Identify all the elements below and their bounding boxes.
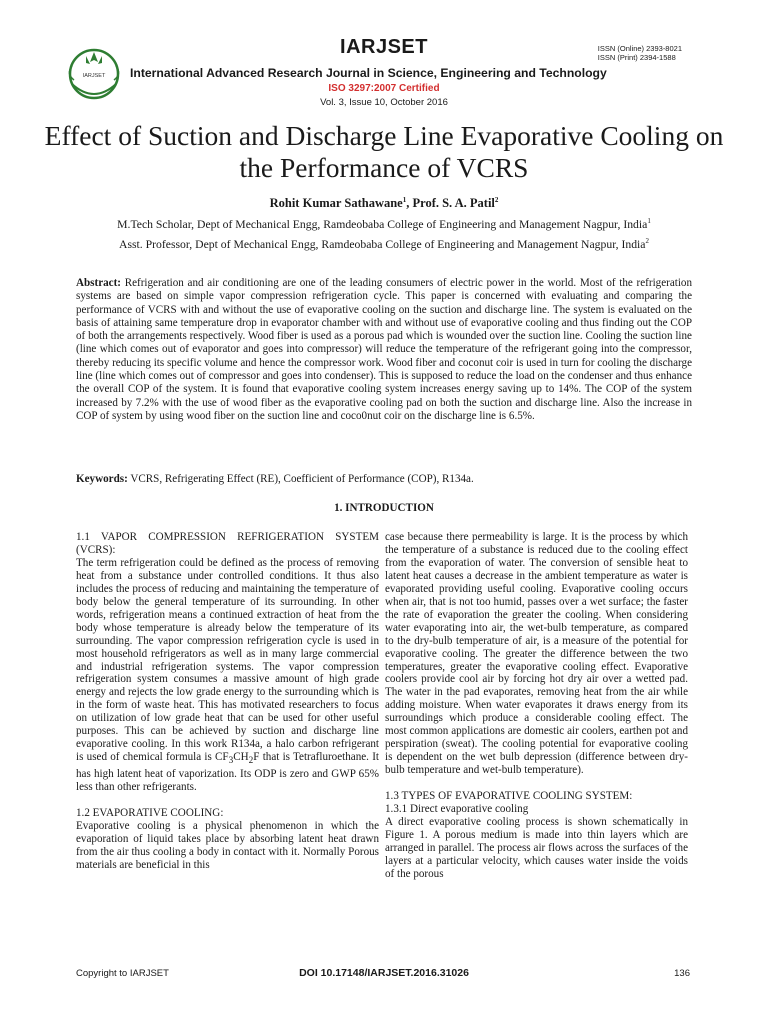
section-heading: 1. INTRODUCTION: [334, 502, 434, 514]
author-1-sup: 1: [402, 195, 407, 204]
spacer: [76, 794, 379, 807]
formula-sub-3: 3: [228, 756, 234, 767]
svg-text:IARJSET: IARJSET: [82, 73, 106, 79]
iso-certification: ISO 3297:2007 Certified: [328, 83, 440, 94]
affiliation-1: [0, 218, 768, 231]
formula-sub-2: 2: [248, 756, 254, 767]
footer-copyright: Copyright to IARJSET: [76, 968, 169, 979]
affiliation-2-text: Asst. Professor, Dept of Mechanical Engg, Ramdeobaba College of Engineering and Management Nagpur, India: [119, 238, 646, 251]
issn-online: ISSN (Online) 2393-8021: [597, 44, 682, 53]
subsection-1-2-heading: 1.2 EVAPORATIVE COOLING:: [76, 807, 224, 820]
author-2: Prof. S. A. Patil: [412, 196, 495, 210]
subsection-1-3-1-heading: 1.3.1 Direct evaporative cooling: [385, 803, 529, 816]
paragraph-direct-evaporative: A direct evaporative cooling process is shown schematically in Figure 1. A porous medium is made into thin layers which are arranged in parallel. The process air flows across the surfaces of the layers at a particular velocity, which causes water inside the voids of the porous: [385, 816, 688, 880]
abstract-text: Refrigeration and air conditioning are one of the leading consumers of electric power in the world. Most of the refrigeration systems are based on simple vapor compression refrigeration cycle. This paper is concerned with evaluating and comparing the performance of VCRS with and without the use of evaporative cooling on the suction and discharge line. The system is evaluated on the basis of attaining same temperature drop in evaporator chamber with and without use of evaporative cooling and thus finding out the COP of both the arrangements respectively. Wood fiber is used as a porous pad which is wounded over the suction line. Cooling the suction line (line which comes out of evaporator and goes into compressor) will reduce the temperature of the refrigerant going into the compressor, thereby reducing its specific volume and hence the compressor work. Wood fiber and coconut coir is used in turn for cooling the discharge line (line which comes out of compressor and goes into condenser). This is supposed to reduce the load on the condenser and thus enhance the overall COP of the system. It is found that evaporative cooling system increases energy saving up to 14%. The COP of the system increased by 7.2% with the use of wood fiber as the evaporative cooling pad on both the suction and discharge line. Also the increase in COP of system by using wood fiber on the suction line and coco0nut coir on the discharge line is 6.5%.: [76, 277, 692, 422]
affiliation-1-text: M.Tech Scholar, Dept of Mechanical Engg, Ramdeobaba College of Engineering and Management Nagpur, India: [117, 218, 648, 231]
keywords-text: VCRS, Refrigerating Effect (RE), Coefficient of Performance (COP), R134a.: [127, 473, 474, 485]
author-2-sup: 2: [494, 195, 499, 204]
footer-doi: DOI 10.17148/IARJSET.2016.31026: [299, 967, 469, 979]
author-1: Rohit Kumar Sathawane: [269, 196, 403, 210]
page-number: 136: [674, 968, 690, 979]
authors: [0, 196, 768, 211]
volume-info: Vol. 3, Issue 10, October 2016: [320, 97, 448, 108]
formula-ch: CH: [233, 751, 249, 764]
spacer: [385, 777, 688, 790]
left-column: [76, 531, 379, 872]
brand-name: IARJSET: [340, 36, 428, 58]
paragraph-evaporative-cooling: Evaporative cooling is a physical phenomenon in which the evaporation of liquid takes place by absorbing latent heat drawn from the air thus cooling a body in contact with it. Normally Porous materials are beneficial in this: [76, 820, 379, 872]
subsection-1-3-heading: 1.3 TYPES OF EVAPORATIVE COOLING SYSTEM:: [385, 790, 633, 803]
keywords-label: Keywords:: [76, 473, 128, 485]
affiliation-1-sup: 1: [647, 217, 651, 226]
right-column: [385, 531, 688, 881]
paragraph-vcrs: [76, 557, 379, 794]
issn-print: ISSN (Print) 2394-1588: [597, 53, 676, 62]
issn-info: [598, 44, 682, 62]
affiliation-2-sup: 2: [645, 237, 649, 246]
abstract-label: Abstract:: [76, 277, 121, 289]
keywords: [76, 473, 692, 485]
subsection-1-1-heading: 1.1 VAPOR COMPRESSION REFRIGERATION SYSTEM (VCRS):: [76, 531, 379, 556]
journal-title: International Advanced Research Journal in Science, Engineering and Technology: [130, 66, 607, 80]
paper-title: Effect of Suction and Discharge Line Evaporative Cooling on the Performance of VCRS: [44, 120, 724, 183]
affiliation-2: [0, 238, 768, 251]
paragraph-evaporative-continued: case because there permeability is large. It is the process by which the temperature of a substance is reduced due to the cooling effect from the evaporation of water. The conversion of sensible heat to latent heat causes a decrease in the ambient temperature as water is evaporated providing useful cooling. Evaporative cooling occurs when air, that is not too humid, passes over a wet surface; the faster the rate of evaporation the greater the cooling. When considering water evaporating into air, the wet-bulb temperature, as compared to the dry-bulb temperature of air, is a measure of the potential for evaporative cooling. The greater the difference between the two temperatures, greater the evaporative cooling effect. Evaporative coolers provide cool air by forcing hot dry air over a wetted pad. The water in the pad evaporates, removing heat from the air while adding moisture. When water evaporates it draws energy from its surroundings which produce a considerable cooling effect. The most common applications are domestic air coolers, earthen pot and perspiration (sweat). The cooling potential for evaporative cooling is dependent on the wet bulb depression (difference between dry-bulb temperature and wet-bulb temperature).: [385, 531, 688, 777]
author-sep: ,: [406, 196, 413, 210]
paragraph-vcrs-text: The term refrigeration could be defined as the process of removing heat from a substance under controlled conditions. It thus also includes the process of reducing and maintaining the temperature of body below the general temperature of its surrounding. In other words, refrigeration means a continued extraction of heat from the body whose temperature is already below the temperature of its surrounding. The vapor compression refrigeration cycle is used in most household refrigerators as well as in many large commercial and industrial refrigeration systems. The vapor compression refrigeration system consumes a massive amount of high grade energy and rejects the low grade energy to the surrounding which is in the form of waste heat. This has motivated researchers to focus on utilization of low grade heat that can be used for other useful purposes. This can be achieved by suction and discharge line evaporative cooling. In this work R134a, a halo carbon refrigerant is used of chemical formula is CF: [76, 556, 379, 764]
abstract: [76, 277, 692, 423]
paragraph-vcrs-text-end: F that is Tetrafluroethane. It has high latent heat of vaporization. Its ODP is zero and GWP 65% less than other refrigerants.: [76, 751, 379, 794]
